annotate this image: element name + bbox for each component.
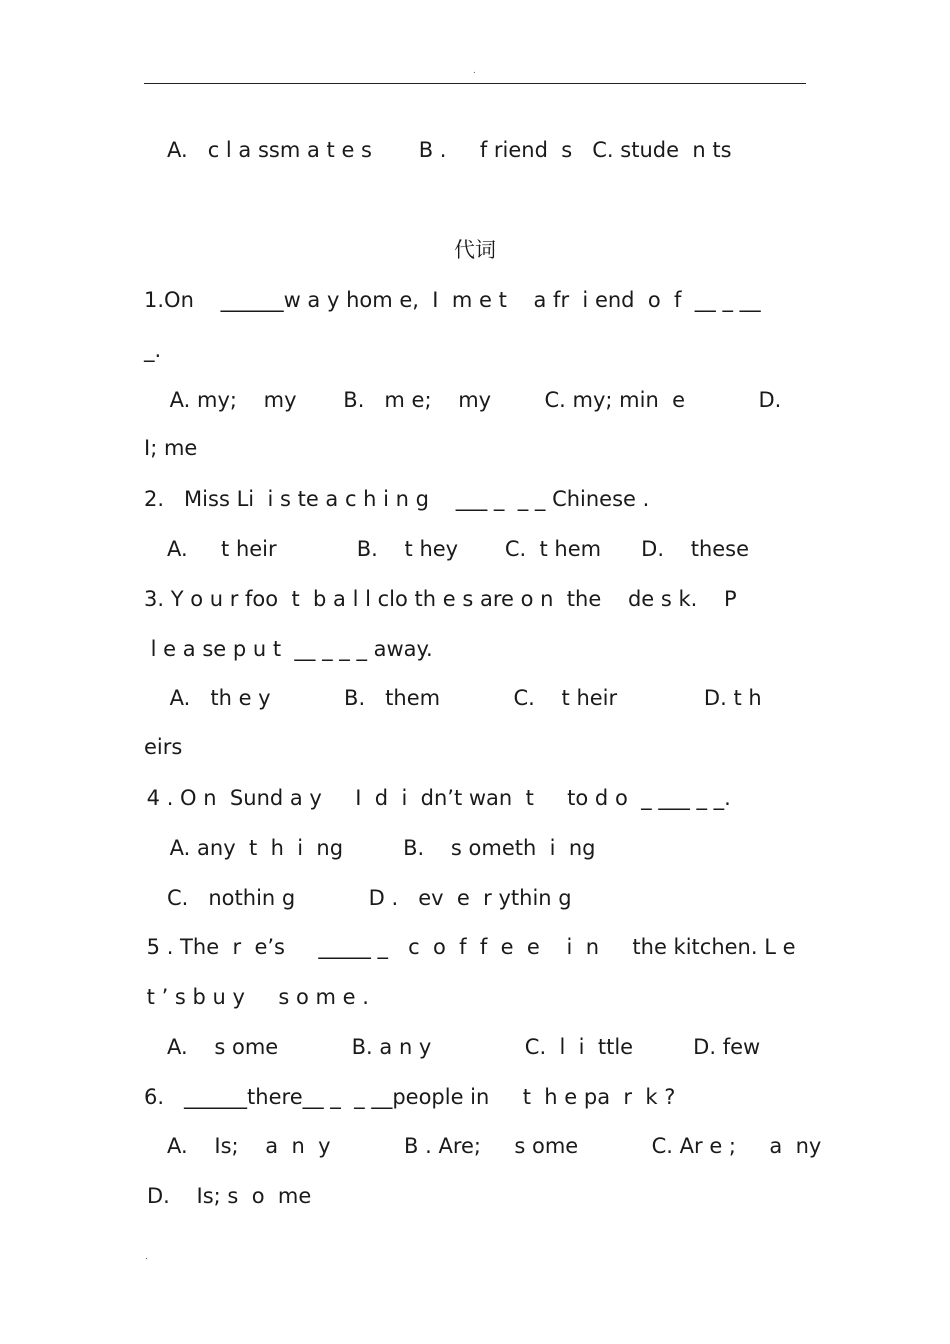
question-4-options-cd: C. nothin g D . ev e r ythin g (167, 886, 572, 910)
question-6-options-continued: D. Is; s o me (147, 1184, 312, 1208)
question-5-stem-continued: t ’ s b u y s o m e . (140, 985, 369, 1009)
question-5-options: A. s ome B. a n y C. l i ttle D. few (167, 1035, 761, 1059)
question-5-stem: 5 . The r e’s _____ _ c o f f e e i n the kitchen. L e (140, 935, 796, 959)
question-3-stem: 3. Y o u r foo t b a l l clo th e s are o n the de s k. P (144, 587, 737, 611)
question-4-options-ab: A. any t h i ng B. s ometh i ng (163, 836, 596, 860)
question-1-stem-continued: _. (144, 338, 162, 362)
question-6-stem: 6. ______there__ _ _ __people in t h e pa r k ? (144, 1085, 676, 1109)
question-6-options: A. Is; a n y B . Are; s ome C. Ar e ; a ny (167, 1134, 822, 1158)
question-1-stem: 1.On ______w a y hom e, I m e t a fr i end o f __ _ __ (144, 288, 761, 312)
footer-mark: . (145, 1252, 148, 1262)
section-title: 代词 (454, 238, 496, 262)
question-4-stem: 4 . O n Sund a y I d i dn’t wan t to d o _ ___ _ _. (140, 786, 731, 810)
header-rule (144, 83, 806, 84)
question-2-options: A. t heir B. t hey C. t hem D. these (167, 537, 750, 561)
header-mark: . (473, 66, 476, 76)
question-1-options: A. my; my B. m e; my C. my; min e D. (163, 388, 782, 412)
question-3-options: A. th e y B. them C. t heir D. t h (163, 686, 762, 710)
question-3-stem-continued: l e a se p u t __ _ _ _ away. (144, 637, 433, 661)
previous-question-options: A. c l a ssm a t e s B . f riend s C. stude n ts (167, 138, 732, 162)
question-2-stem: 2. Miss Li i s te a c h i n g ___ _ _ _ Chinese . (144, 487, 650, 511)
question-3-options-continued: eirs (144, 735, 183, 759)
question-1-options-continued: I; me (144, 436, 198, 460)
